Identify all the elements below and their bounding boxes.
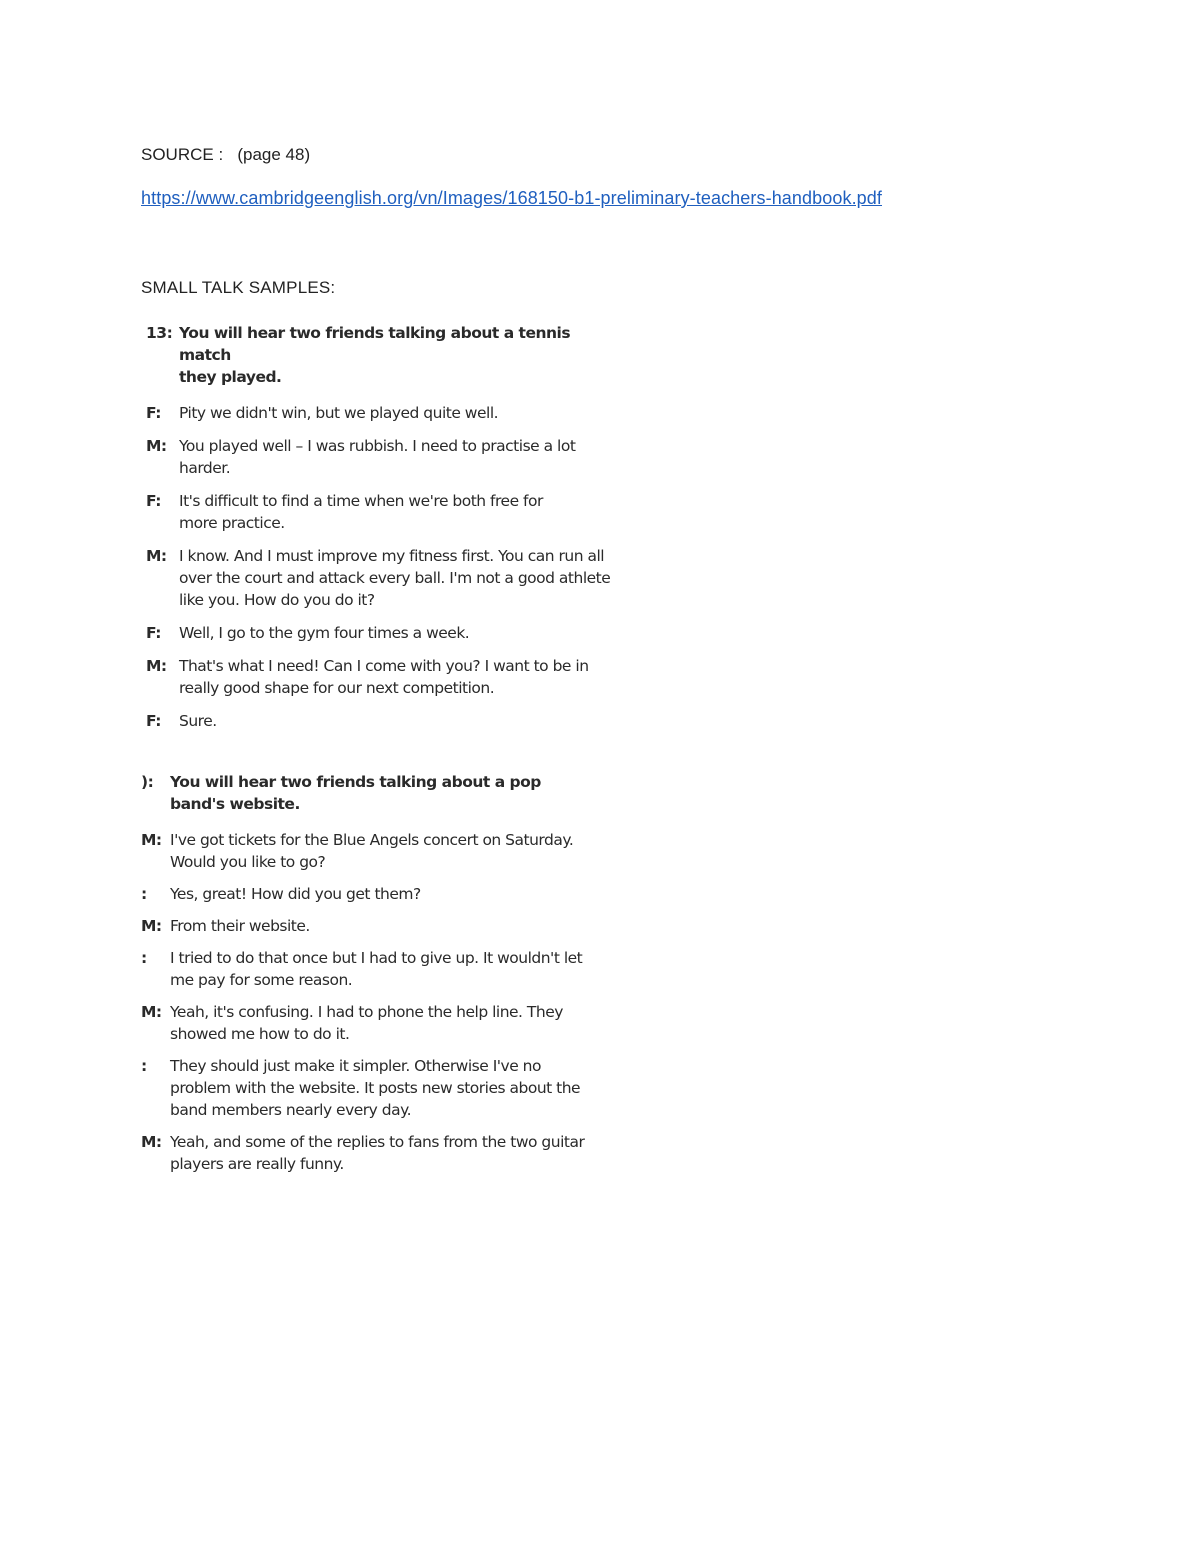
utterance-line: I've got tickets for the Blue Angels concert on Saturday. [170, 831, 574, 849]
utterance-line: Pity we didn't win, but we played quite well. [179, 404, 499, 422]
speaker-label: F: [146, 492, 161, 510]
utterance-line: Well, I go to the gym four times a week. [179, 624, 470, 642]
utterance-line: It's difficult to find a time when we're both free for [179, 492, 543, 510]
utterance-line: players are really funny. [170, 1155, 344, 1173]
speaker-label: F: [146, 624, 161, 642]
utterance-line: From their website. [170, 917, 310, 935]
dialog-line [146, 435, 626, 479]
dialog-tennis-match [146, 322, 626, 732]
speaker-label: : [141, 885, 147, 903]
dialog-title-line: they played. [179, 368, 282, 386]
dialog-line [141, 1055, 621, 1121]
dialog-line [141, 883, 621, 905]
speaker-label: M: [146, 547, 167, 565]
source-url-link[interactable]: https://www.cambridgeenglish.org/vn/Images/168150-b1-preliminary-teachers-handbook.pdf [141, 188, 882, 208]
dialog-line [141, 829, 621, 873]
dialog-title [141, 771, 621, 815]
utterance-line: They should just make it simpler. Otherwise I've no [170, 1057, 541, 1075]
dialog-line [146, 655, 626, 699]
dialog-number: ): [141, 773, 154, 791]
dialog-line [141, 1131, 621, 1175]
source-label: SOURCE : [141, 145, 224, 164]
dialog-line [146, 490, 626, 534]
dialog-line [146, 622, 626, 644]
dialog-line [146, 545, 626, 611]
utterance-line: I tried to do that once but I had to give up. It wouldn't let [170, 949, 583, 967]
speaker-label: F: [146, 404, 161, 422]
section-heading: SMALL TALK SAMPLES: [141, 278, 336, 297]
speaker-label: M: [141, 1133, 162, 1151]
dialog-pop-band-website [141, 771, 621, 1175]
utterance-line: showed me how to do it. [170, 1025, 350, 1043]
speaker-label: F: [146, 712, 161, 730]
speaker-label: : [141, 1057, 147, 1075]
speaker-label: M: [141, 917, 162, 935]
utterance-line: Yeah, and some of the replies to fans from the two guitar [170, 1133, 585, 1151]
source-page: (page 48) [237, 145, 311, 164]
source-line [141, 145, 310, 165]
utterance-line: problem with the website. It posts new stories about the [170, 1079, 581, 1097]
speaker-label: M: [141, 831, 162, 849]
dialog-line [146, 710, 626, 732]
utterance-line: Yes, great! How did you get them? [170, 885, 421, 903]
utterance-line: Sure. [179, 712, 217, 730]
utterance-line: Would you like to go? [170, 853, 326, 871]
speaker-label: M: [146, 437, 167, 455]
dialog-title [146, 322, 626, 388]
dialog-line [141, 915, 621, 937]
utterance-line: like you. How do you do it? [179, 591, 375, 609]
dialog-title-line: You will hear two friends talking about a pop [170, 773, 541, 791]
utterance-line: That's what I need! Can I come with you? I want to be in [179, 657, 589, 675]
dialog-line [141, 1001, 621, 1045]
utterance-line: Yeah, it's confusing. I had to phone the help line. They [170, 1003, 563, 1021]
speaker-label: : [141, 949, 147, 967]
utterance-line: really good shape for our next competition. [179, 679, 495, 697]
utterance-line: more practice. [179, 514, 285, 532]
utterance-line: band members nearly every day. [170, 1101, 411, 1119]
dialog-title-line: band's website. [170, 795, 300, 813]
utterance-line: I know. And I must improve my fitness first. You can run all [179, 547, 605, 565]
dialog-title-line: You will hear two friends talking about a tennis match [179, 324, 571, 364]
utterance-line: You played well – I was rubbish. I need to practise a lot harder. [179, 437, 576, 477]
speaker-label: M: [146, 657, 167, 675]
dialog-number: 13: [146, 324, 173, 342]
utterance-line: over the court and attack every ball. I'm not a good athlete [179, 569, 611, 587]
dialog-line [141, 947, 621, 991]
utterance-line: me pay for some reason. [170, 971, 353, 989]
speaker-label: M: [141, 1003, 162, 1021]
dialog-line [146, 402, 626, 424]
